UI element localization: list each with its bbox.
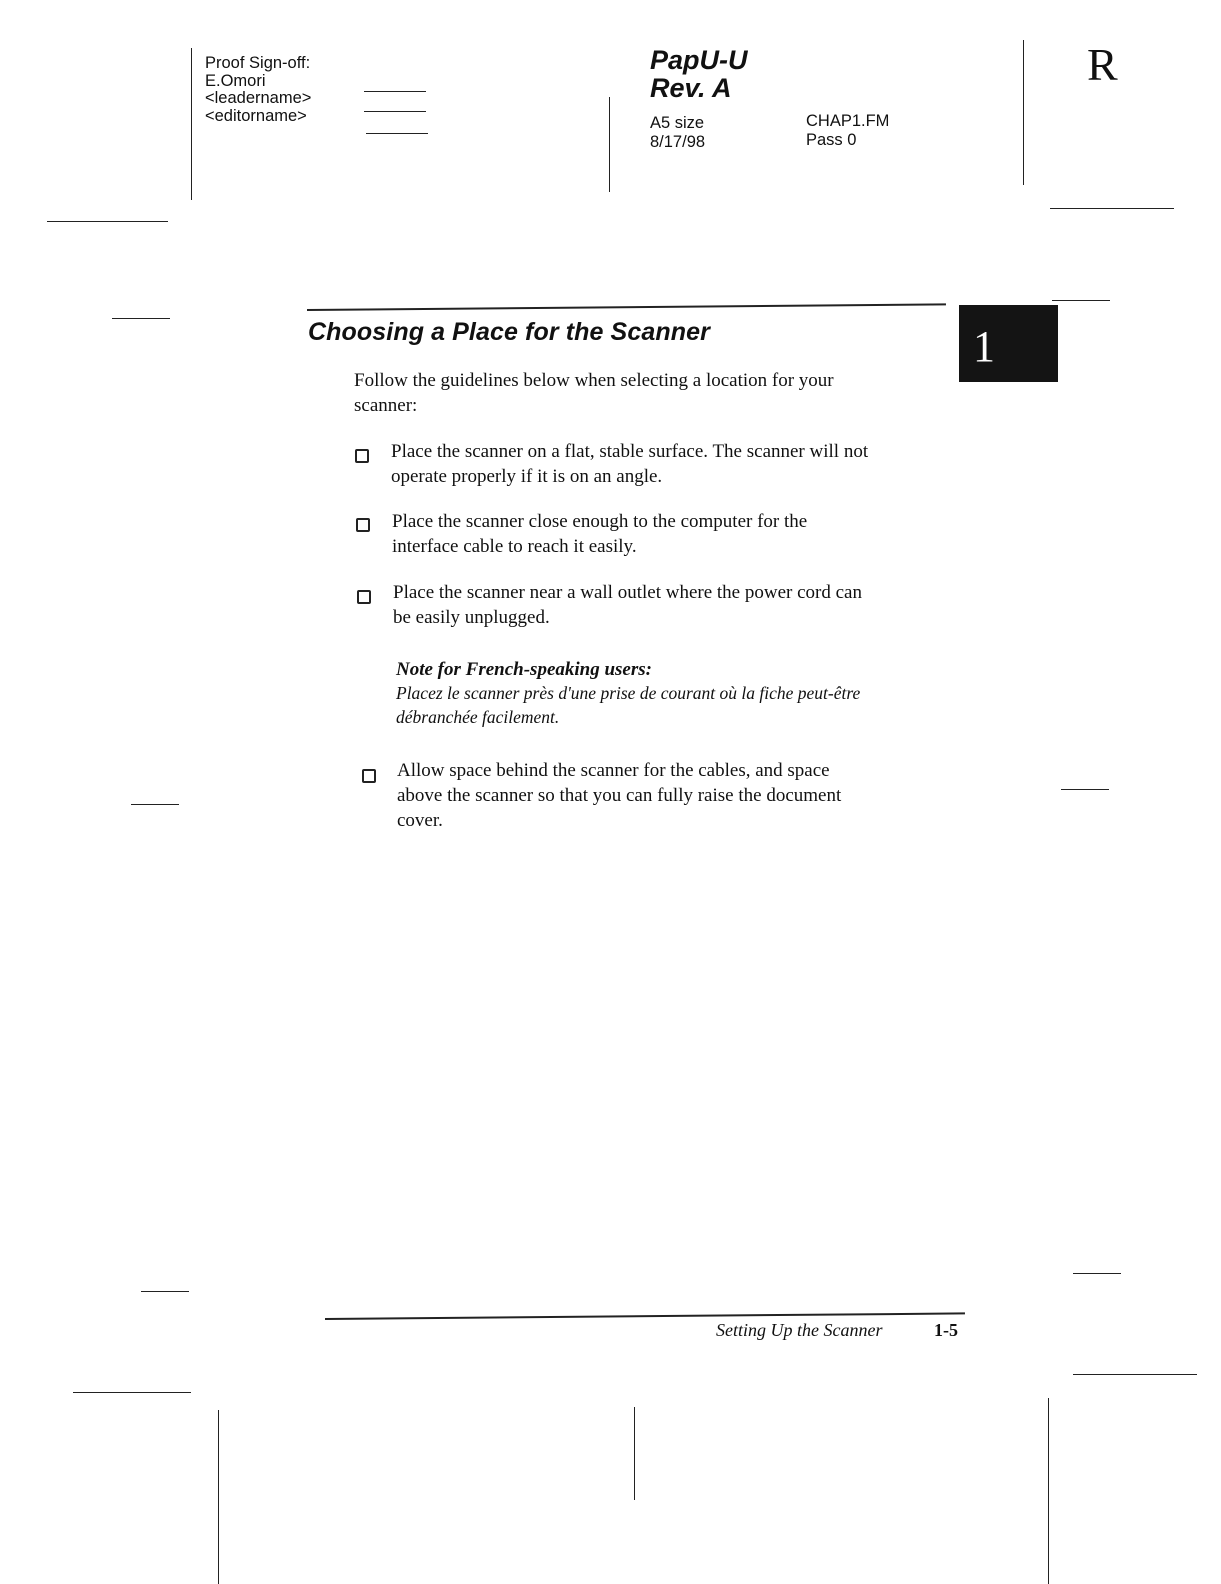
list-item-line: operate properly if it is on an angle.: [391, 466, 663, 487]
corner-mark: R: [1087, 39, 1118, 90]
crop-mark: [47, 221, 168, 222]
signoff-blank: [366, 133, 428, 134]
crop-mark: [141, 1291, 189, 1292]
list-item-line: Place the scanner on a flat, stable surface. The scanner will not: [391, 441, 869, 462]
checkbox-bullet-icon: [357, 590, 371, 604]
list-item-line: Place the scanner near a wall outlet where the power cord can: [393, 582, 862, 603]
crop-mark: [112, 318, 170, 319]
intro-paragraph: [354, 368, 834, 418]
crop-mark: [73, 1392, 191, 1393]
note-heading: Note for French-speaking users:: [396, 659, 652, 680]
doc-date: 8/17/98: [650, 133, 706, 151]
crop-mark: [191, 48, 192, 200]
note-line: Placez le scanner près d'une prise de courant où la fiche peut-être: [396, 683, 861, 703]
list-item: [393, 580, 862, 630]
section-title: Choosing a Place for the Scanner: [308, 318, 710, 346]
chapter-number: 1: [973, 322, 995, 371]
proof-line: <leadername>: [205, 89, 312, 107]
crop-mark: [131, 804, 179, 805]
list-item-line: be easily unplugged.: [393, 607, 550, 628]
crop-mark: [1073, 1273, 1121, 1274]
proof-line: E.Omori: [205, 71, 266, 90]
list-item-line: above the scanner so that you can fully raise the document: [397, 785, 842, 806]
list-item-line: cover.: [397, 810, 443, 831]
footer-page-number: 1-5: [934, 1320, 958, 1340]
crop-mark: [1050, 208, 1174, 209]
list-item: [392, 509, 807, 559]
list-item-line: Allow space behind the scanner for the cables, and space: [397, 760, 830, 781]
crop-mark: [1023, 40, 1024, 185]
chapter-tab: [959, 305, 1058, 382]
signoff-blank: [364, 91, 426, 92]
footer-chapter-name: Setting Up the Scanner: [716, 1320, 883, 1340]
list-item: [397, 758, 841, 833]
product-name: PapU-U: [650, 45, 748, 75]
crop-mark: [1052, 300, 1110, 301]
doc-meta-left: [650, 114, 705, 152]
checkbox-bullet-icon: [356, 518, 370, 532]
section-rule: [307, 303, 946, 311]
revision: Rev. A: [650, 73, 732, 103]
proof-line: <editorname>: [205, 106, 307, 125]
checkbox-bullet-icon: [362, 769, 376, 783]
note-line: débranchée facilement.: [396, 707, 560, 727]
pass-number: Pass 0: [806, 131, 857, 149]
crop-mark: [1048, 1398, 1049, 1584]
list-item: [391, 439, 868, 489]
list-item-line: Place the scanner close enough to the computer for the: [392, 511, 808, 532]
page-size: A5 size: [650, 114, 705, 132]
file-name: CHAP1.FM: [806, 112, 890, 130]
signoff-blank: [364, 111, 426, 112]
crop-mark: [1061, 789, 1109, 790]
intro-line: Follow the guidelines below when selecting a location for your: [354, 370, 834, 391]
list-item-line: interface cable to reach it easily.: [392, 536, 637, 557]
crop-mark: [1073, 1374, 1197, 1375]
crop-mark: [218, 1410, 219, 1584]
proof-heading: Proof Sign-off:: [205, 54, 311, 72]
french-note: [396, 659, 860, 729]
crop-mark: [634, 1407, 635, 1500]
product-code: [650, 46, 748, 102]
doc-meta-right: [806, 112, 889, 150]
checkbox-bullet-icon: [355, 449, 369, 463]
footer-rule: [325, 1312, 965, 1320]
crop-mark: [609, 97, 610, 192]
proof-signoff: [205, 55, 311, 125]
intro-line: scanner:: [354, 395, 418, 416]
